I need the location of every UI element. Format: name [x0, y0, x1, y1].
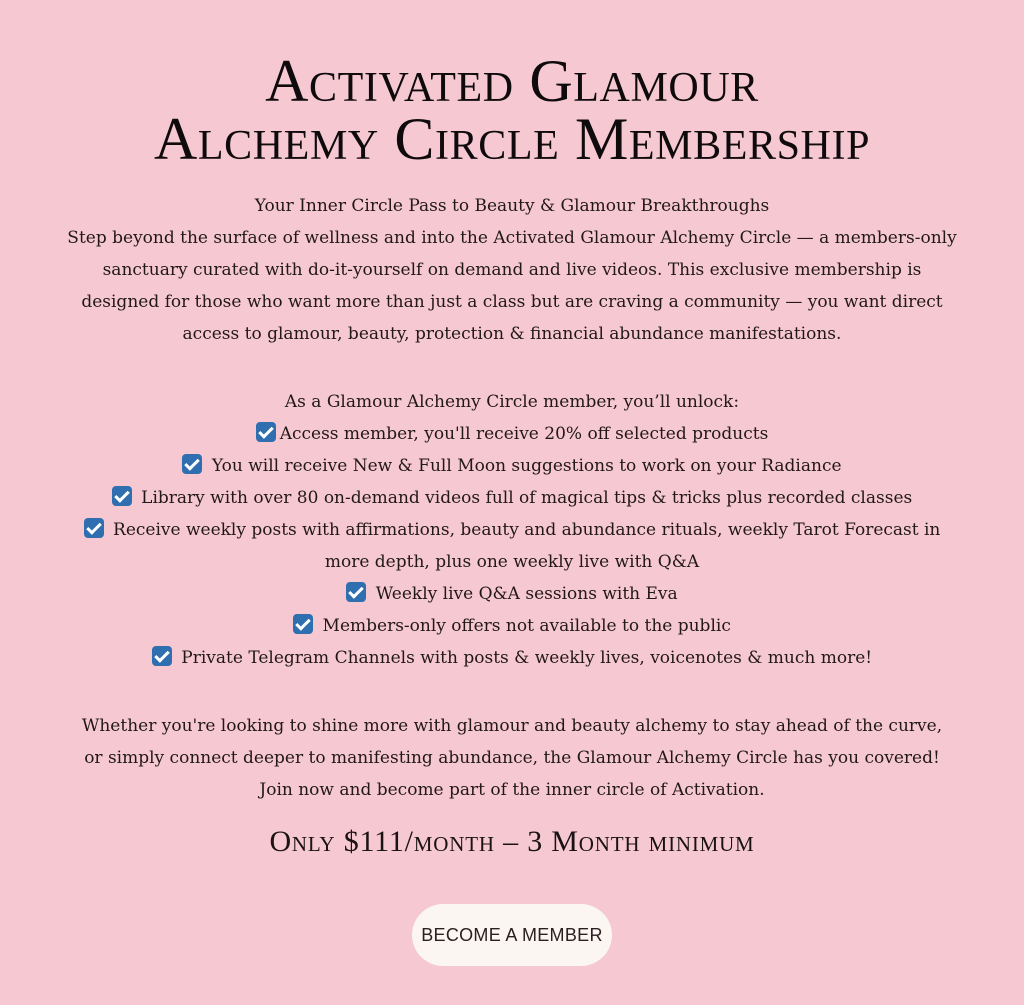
benefits-section — [62, 386, 962, 674]
page-title-line-2: Alchemy Circle Membership — [153, 106, 871, 172]
closing-section — [72, 710, 952, 806]
benefit-text: Library with over 80 on-demand videos full of magical tips & tricks plus recorded classes — [141, 488, 913, 508]
benefit-item — [62, 514, 962, 578]
benefit-text: Private Telegram Channels with posts & weekly lives, voicenotes & much more! — [181, 648, 873, 668]
benefits-lead: As a Glamour Alchemy Circle member, you’ll unlock: — [284, 392, 740, 412]
intro-section — [62, 190, 962, 350]
page-title — [0, 48, 1024, 172]
benefit-text: Receive weekly posts with affirmations, beauty and abundance rituals, weekly Tarot Forecast in more depth, plus one weekly live with Q&A — [113, 520, 941, 572]
benefit-item — [62, 450, 962, 482]
benefit-item — [62, 482, 962, 514]
closing-text: Whether you're looking to shine more with glamour and beauty alchemy to stay ahead of the curve, or simply connect deeper to manifesting abundance, the Glamour Alchemy Circle has you covered! Join now and become part of the inner circle of Activation. — [81, 716, 943, 800]
checkbox-checked-icon — [152, 646, 172, 666]
checkbox-checked-icon — [346, 582, 366, 602]
checkbox-checked-icon — [112, 486, 132, 506]
page-title-line-1: Activated Glamour — [265, 48, 759, 114]
intro-description: Step beyond the surface of wellness and into the Activated Glamour Alchemy Circle — a members-only sanctuary curated with do-it-yourself on demand and live videos. This exclusive membership is designed for those who want more than just a class but are craving a community — you want direct access to glamour, beauty, protection & financial abundance manifestations. — [67, 228, 957, 344]
benefit-item — [62, 578, 962, 610]
price-label: Only $111/month – 3 Month minimum — [269, 825, 755, 858]
checkbox-checked-icon — [256, 422, 276, 442]
benefit-item — [62, 642, 962, 674]
checkbox-checked-icon — [182, 454, 202, 474]
benefit-item — [62, 610, 962, 642]
intro-subtitle: Your Inner Circle Pass to Beauty & Glamour Breakthroughs — [254, 196, 770, 216]
benefit-text: Weekly live Q&A sessions with Eva — [375, 584, 678, 604]
benefits-list — [62, 418, 962, 674]
benefit-text: Members-only offers not available to the public — [322, 616, 731, 636]
benefit-text: You will receive New & Full Moon suggestions to work on your Radiance — [211, 456, 842, 476]
benefit-text: Access member, you'll receive 20% off selected products — [279, 424, 769, 444]
checkbox-checked-icon — [293, 614, 313, 634]
checkbox-checked-icon — [84, 518, 104, 538]
become-member-button[interactable]: BECOME A MEMBER — [412, 904, 612, 966]
benefit-item — [62, 418, 962, 450]
